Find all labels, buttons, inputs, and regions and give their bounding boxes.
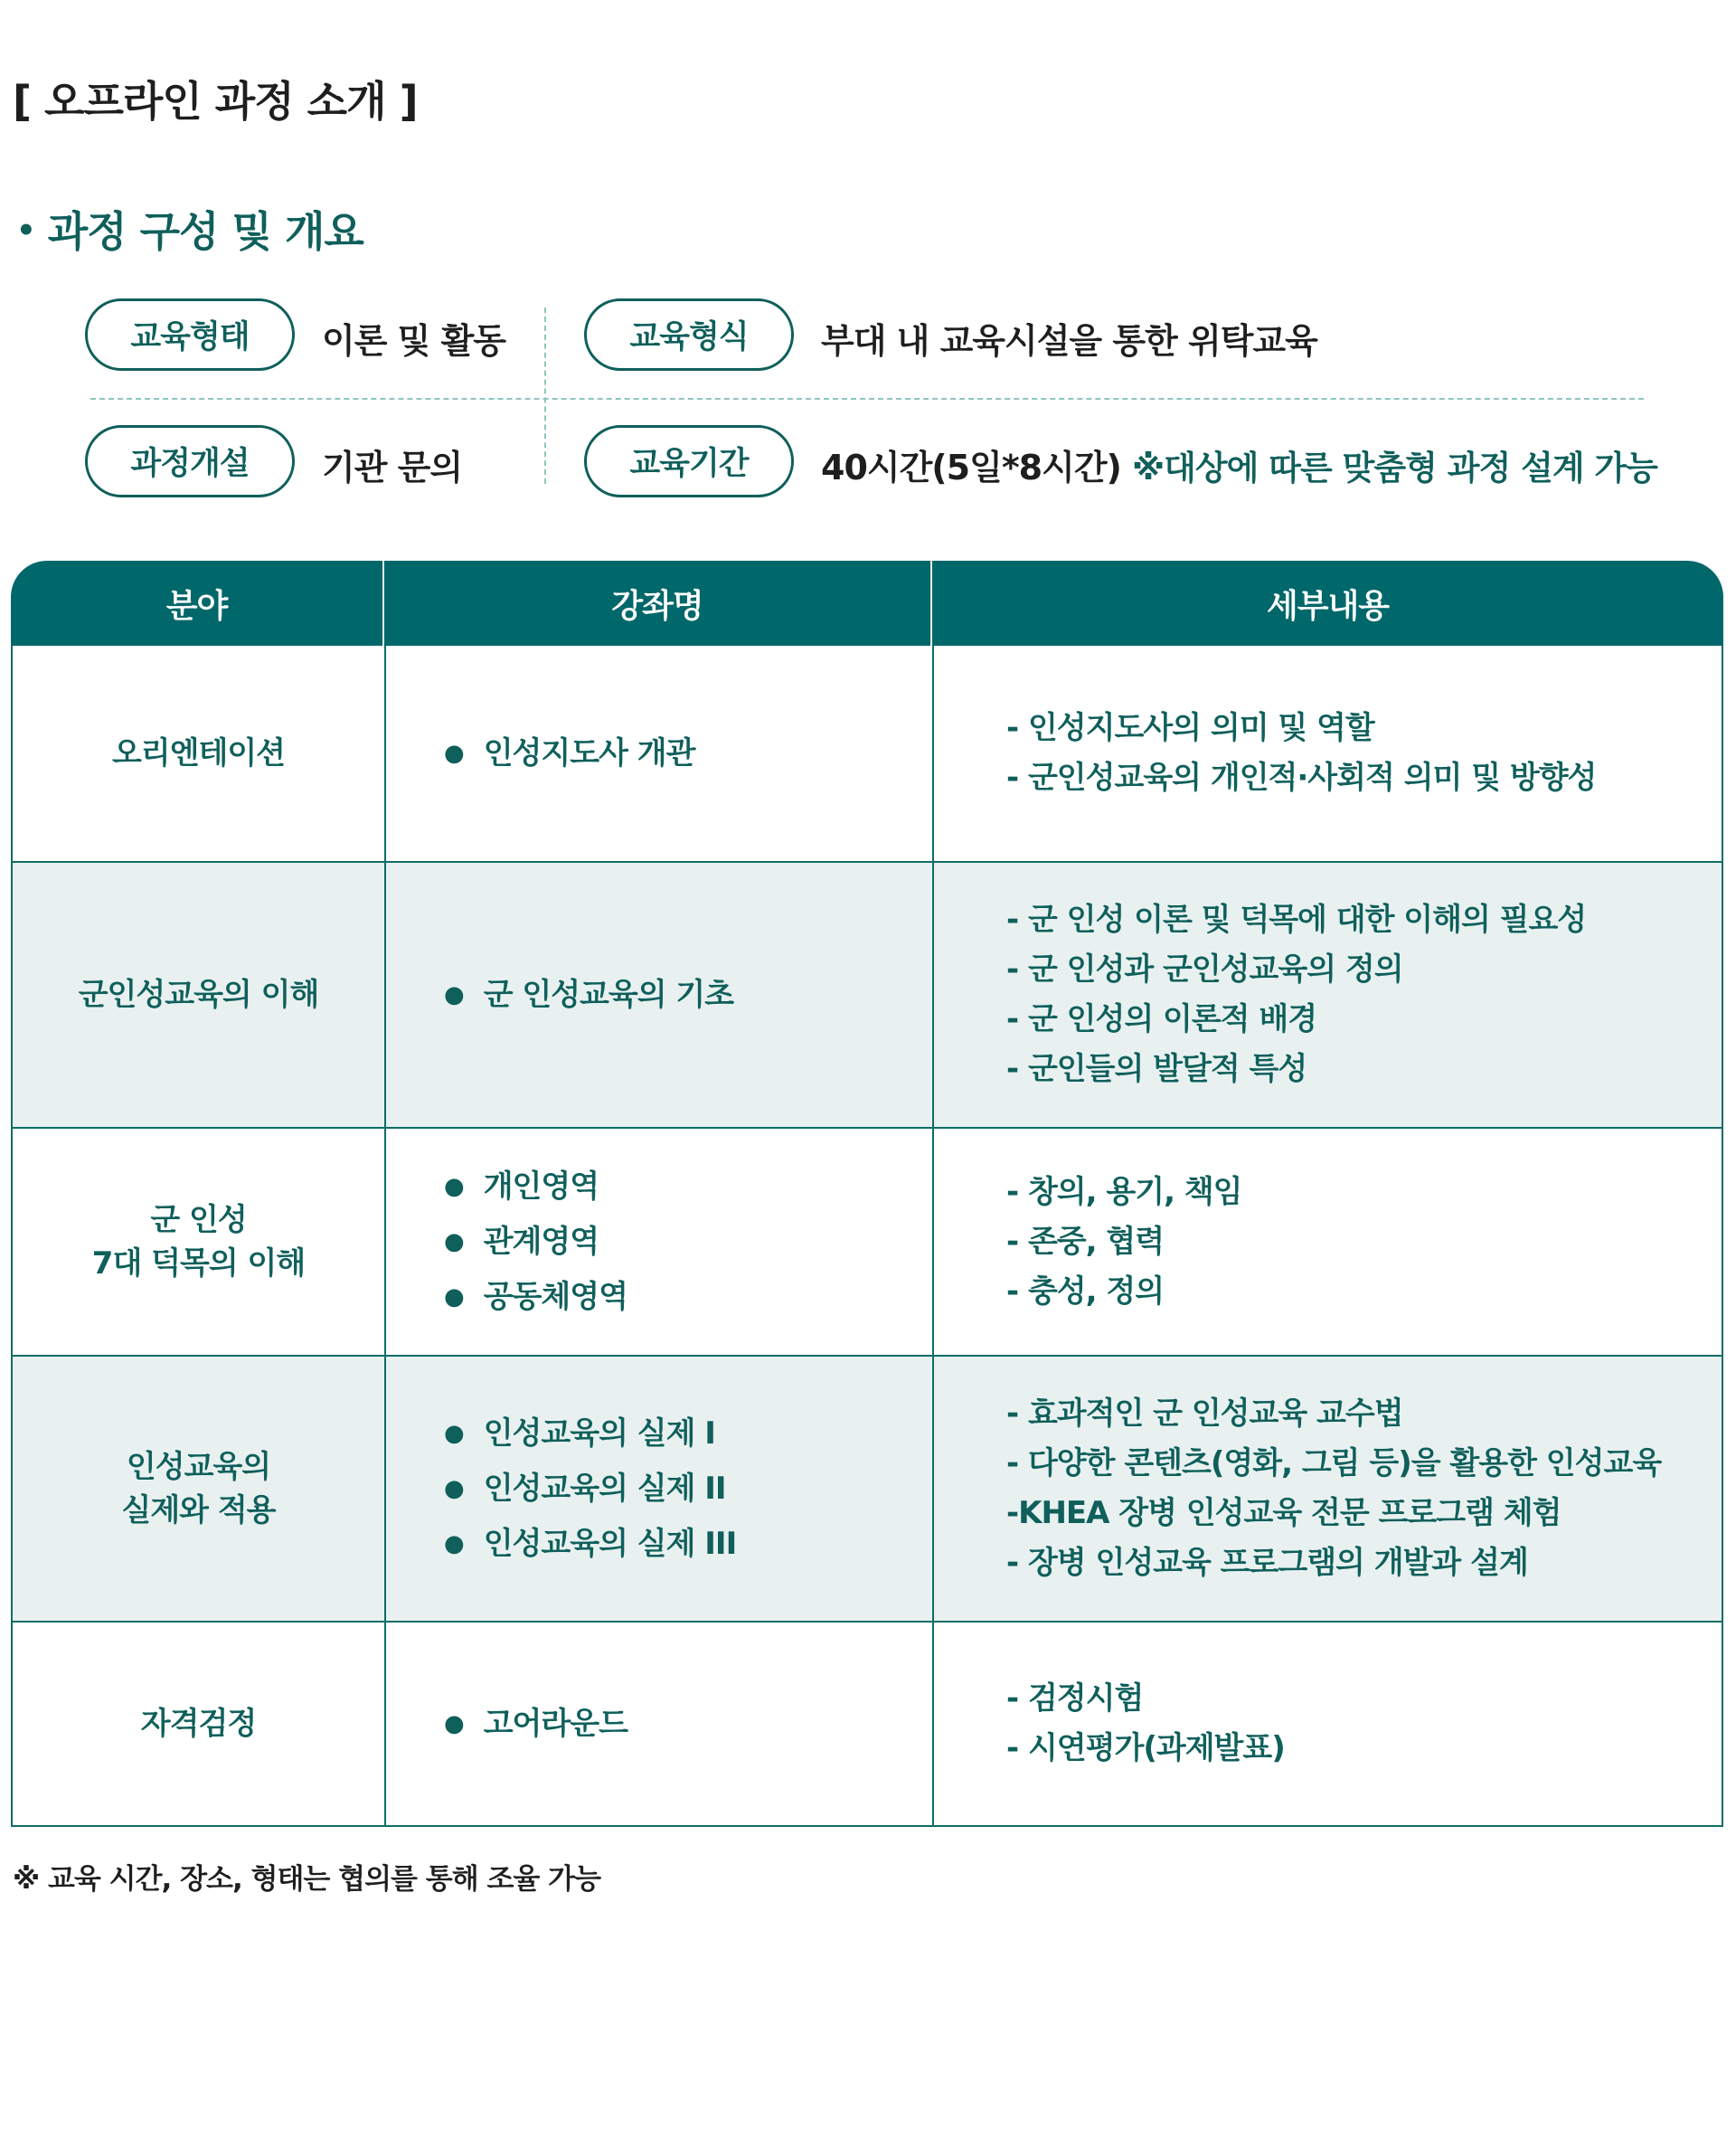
course-cell [384,1129,932,1357]
course-name: 군 인성교육의 기초 [483,976,734,1013]
list-item [444,726,931,781]
list-item: - 군인들의 발달적 특성 [1006,1051,1307,1087]
list-item: - 존중, 협력 [1006,1223,1165,1260]
dot-icon: ● [444,739,464,767]
course-name: 고어라운드 [483,1705,627,1742]
table-header-row [11,561,1723,646]
list-item: - 창의, 용기, 책임 [1006,1173,1242,1210]
course-table-wrapper [11,561,1723,1827]
dot-icon: ● [444,1529,464,1557]
list-item: - 장병 인성교육 프로그램의 개발과 설계 [1006,1545,1528,1581]
detail-cell [932,1129,1723,1357]
duration-value: 40시간(5일*8시간) [821,448,1121,487]
field-cell [11,1623,384,1827]
overview-value-type: 이론 및 활동 [322,321,505,361]
field-line: 자격검정 [140,1706,257,1742]
header-detail: 세부내용 [932,561,1723,646]
list-item [444,1270,931,1325]
field-cell [11,646,384,863]
list-item: - 시연평가(과제발표) [1006,1730,1285,1766]
course-name: 관계영역 [483,1223,599,1260]
footnote: ※ 교육 시간, 장소, 형태는 협의를 통해 조율 가능 [13,1863,601,1896]
overview-value-opening: 기관 문의 [322,448,463,487]
table-row [11,1623,1723,1827]
field-line: 군인성교육의 이해 [78,977,319,1013]
list-item [444,1697,931,1752]
table-row [11,646,1723,863]
course-table [11,561,1723,1827]
list-item: - 군인성교육의 개인적·사회적 의미 및 방향성 [1006,760,1597,796]
course-name: 인성교육의 실제 I [483,1415,715,1452]
field-line: 7대 덕목의 이해 [91,1245,306,1282]
dot-icon: ● [444,1419,464,1447]
dot-icon: ● [444,1227,464,1255]
dot-icon: ● [444,1709,464,1737]
table-row [11,863,1723,1129]
field-line: 군 인성 [150,1202,247,1238]
course-name: 개인영역 [483,1168,599,1205]
list-item [444,1462,931,1517]
page-title: [ 오프라인 과정 소개 ] [13,77,418,126]
list-item [444,1159,931,1215]
field-line: 오리엔테이션 [111,735,286,771]
field-cell [11,1357,384,1623]
list-item: - 군 인성 이론 및 덕목에 대한 이해의 필요성 [1006,902,1587,938]
section-title-text: 과정 구성 및 개요 [47,207,363,256]
dot-icon: ● [444,1474,464,1502]
overview-label-format: 교육형식 [584,298,794,371]
table-row [11,1357,1723,1623]
field-cell [11,1129,384,1357]
dot-icon: • [16,213,35,249]
course-name: 인성교육의 실제 III [483,1525,737,1562]
list-item: - 검정시험 [1006,1680,1144,1717]
course-cell [384,646,932,863]
list-item: - 인성지도사의 의미 및 역할 [1006,710,1374,746]
dot-icon: ● [444,1172,464,1200]
list-item [444,968,931,1023]
duration-note: ※대상에 따른 맞춤형 과정 설계 가능 [1132,449,1657,487]
detail-cell [932,1357,1723,1623]
course-cell [384,863,932,1129]
field-line: 실제와 적용 [121,1492,276,1528]
dot-icon: ● [444,980,464,1008]
section-title [16,199,363,259]
header-field: 분야 [11,561,384,646]
overview-horizontal-divider [90,398,1644,400]
course-cell [384,1357,932,1623]
overview-value-format: 부대 내 교육시설을 통한 위탁교육 [821,321,1317,361]
overview-label-type: 교육형태 [85,298,295,371]
course-name: 인성교육의 실제 II [483,1470,726,1507]
dot-icon: ● [444,1282,464,1311]
course-name: 공동체영역 [483,1278,627,1315]
list-item: - 군 인성과 군인성교육의 정의 [1006,951,1403,988]
table-row [11,1129,1723,1357]
overview-label-opening: 과정개설 [85,425,295,497]
list-item [444,1517,931,1572]
detail-cell [932,863,1723,1129]
detail-cell [932,646,1723,863]
list-item: - 효과적인 군 인성교육 교수법 [1006,1396,1403,1432]
course-cell [384,1623,932,1827]
course-name: 인성지도사 개관 [483,734,695,771]
field-line: 인성교육의 [126,1449,271,1485]
list-item: -KHEA 장병 인성교육 전문 프로그램 체험 [1006,1495,1561,1531]
list-item [444,1215,931,1270]
list-item: - 충성, 정의 [1006,1273,1165,1310]
detail-cell [932,1623,1723,1827]
overview-label-duration: 교육기간 [584,425,794,497]
list-item [444,1406,931,1462]
overview-vertical-divider [544,308,546,484]
list-item: - 군 인성의 이론적 배경 [1006,1001,1317,1037]
overview-value-duration [821,440,1657,489]
header-course: 강좌명 [384,561,932,646]
list-item: - 다양한 콘텐츠(영화, 그림 등)을 활용한 인성교육 [1006,1445,1662,1481]
field-cell [11,863,384,1129]
